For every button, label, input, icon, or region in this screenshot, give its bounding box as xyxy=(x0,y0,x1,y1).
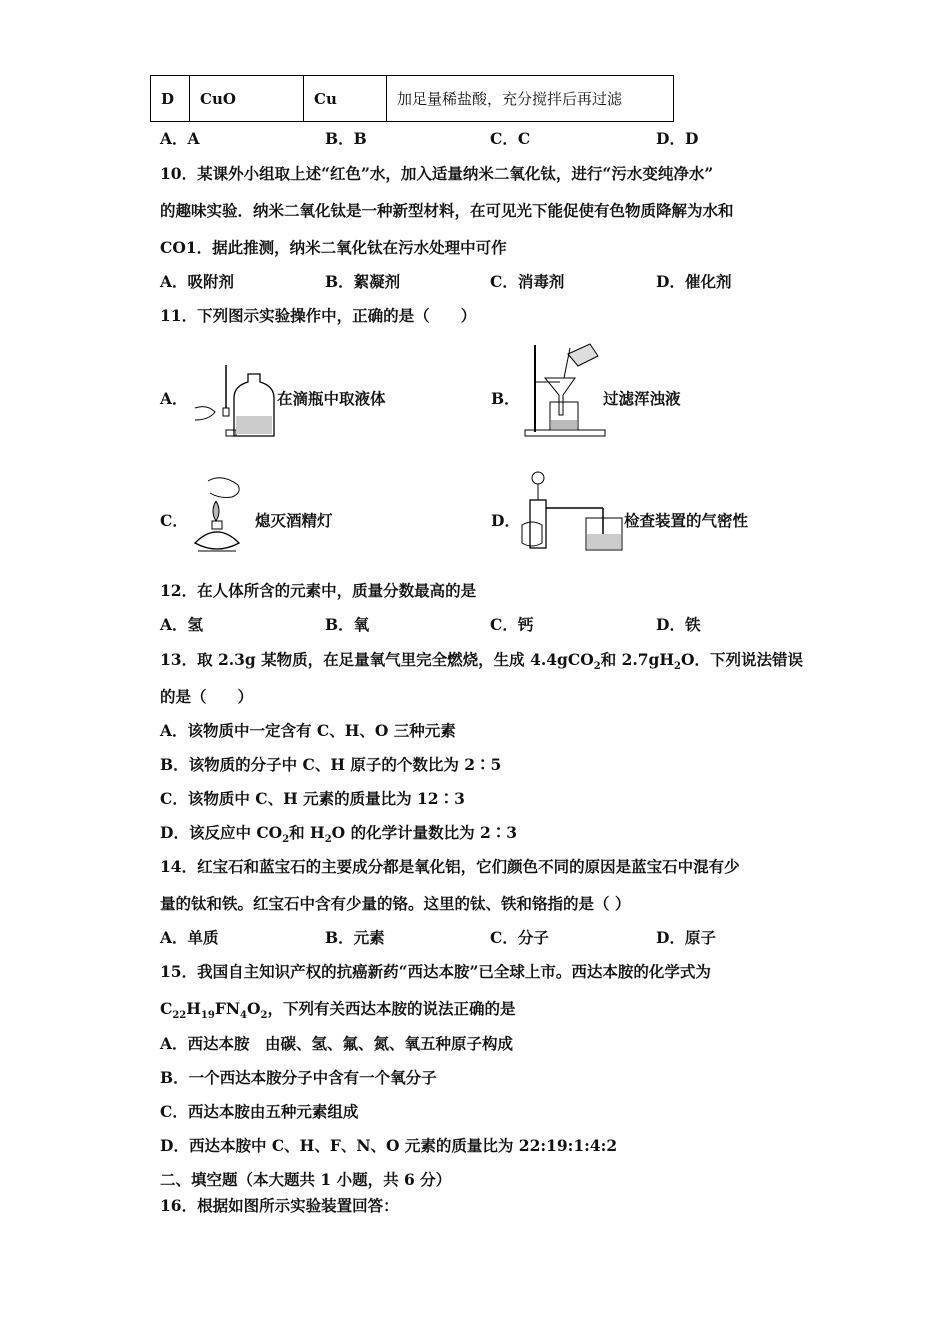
section-heading: 二、填空题（本大题共 1 小题，共 6 分） xyxy=(160,1170,452,1189)
q14-option-b[interactable]: B．元素 xyxy=(325,928,385,947)
q9-option-d[interactable]: D．D xyxy=(656,129,699,148)
q10-option-b[interactable]: B．絮凝剂 xyxy=(325,272,401,291)
table-cell: Cu xyxy=(304,76,387,122)
q11-caption-a: 在滴瓶中取液体 xyxy=(277,389,386,408)
q10-stem-line3: CO1．据此推测，纳米二氧化钛在污水处理中可作 xyxy=(160,238,507,257)
q12-option-c[interactable]: C．钙 xyxy=(490,615,534,634)
table-row xyxy=(151,76,674,122)
q9-option-a[interactable]: A．A xyxy=(160,129,200,148)
q11-caption-d: 检查装置的气密性 xyxy=(624,511,749,530)
q11-label-c[interactable]: C． xyxy=(160,511,188,530)
q14-option-d[interactable]: D．原子 xyxy=(656,928,716,947)
q10-option-d[interactable]: D．催化剂 xyxy=(656,272,732,291)
table-cell: D xyxy=(151,76,190,122)
q12-option-a[interactable]: A．氢 xyxy=(160,615,204,634)
q15-stem-line1: 15．我国自主知识产权的抗癌新药“西达本胺”已全球上市。西达本胺的化学式为 xyxy=(160,962,711,981)
q10-option-a[interactable]: A．吸附剂 xyxy=(160,272,235,291)
table-cell: CuO xyxy=(190,76,304,122)
q11-stem: 11．下列图示实验操作中，正确的是（ ） xyxy=(160,306,477,325)
q11-label-b[interactable]: B． xyxy=(491,389,520,408)
q13-stem-line2: 的是（ ） xyxy=(160,687,254,706)
q12-option-d[interactable]: D．铁 xyxy=(656,615,701,634)
q10-stem-line2: 的趣味实验．纳米二氧化钛是一种新型材料，在可见光下能促使有色物质降解为水和 xyxy=(160,201,734,220)
filtration-illustration xyxy=(520,340,610,440)
q11-caption-c: 熄灭酒精灯 xyxy=(255,511,333,530)
q15-option-d[interactable]: D．西达本胺中 C、H、F、N、O 元素的质量比为 22:19:1:4:2 xyxy=(160,1136,618,1155)
q14-stem-line1: 14．红宝石和蓝宝石的主要成分都是氧化铝，它们颜色不同的原因是蓝宝石中混有少 xyxy=(160,857,740,876)
table-cell: 加足量稀盐酸，充分搅拌后再过滤 xyxy=(387,76,674,122)
q13-option-b[interactable]: B．该物质的分子中 C、H 原子的个数比为 2∶5 xyxy=(160,755,502,774)
q13-option-d[interactable]: D．该反应中 $CO_2$和 $H_2O$ 的化学计量数比为 2∶3 xyxy=(160,823,518,846)
q15-stem-line2: $C_{22}H_{19}FN_4O_2$，下列有关西达本胺的说法正确的是 xyxy=(160,999,516,1022)
airtightness-illustration xyxy=(518,470,628,560)
q13-option-c[interactable]: C．该物质中 C、H 元素的质量比为 12∶3 xyxy=(160,789,465,808)
q9-option-b[interactable]: B．B xyxy=(325,129,367,148)
q16-stem: 16．根据如图所示实验装置回答： xyxy=(160,1196,399,1215)
dropper-bottle-illustration xyxy=(190,360,280,440)
q12-stem: 12．在人体所含的元素中，质量分数最高的是 xyxy=(160,581,477,600)
q12-option-b[interactable]: B．氧 xyxy=(325,615,370,634)
q15-option-a[interactable]: A．西达本胺 由碳、氢、氟、氮、氧五种原子构成 xyxy=(160,1034,514,1053)
q15-option-c[interactable]: C．西达本胺由五种元素组成 xyxy=(160,1102,359,1121)
q14-stem-line2: 量的钛和铁。红宝石中含有少量的铬。这里的钛、铁和铬指的是（ ） xyxy=(160,894,631,913)
q10-option-c[interactable]: C．消毒剂 xyxy=(490,272,565,291)
q13-option-a[interactable]: A．该物质中一定含有 C、H、O 三种元素 xyxy=(160,721,456,740)
answer-table xyxy=(150,75,674,122)
q11-label-d[interactable]: D． xyxy=(491,511,520,530)
q11-label-a[interactable]: A． xyxy=(160,389,188,408)
q13-stem-line1: 13．取 2.3g 某物质，在足量氧气里完全燃烧，生成 4.4gCO$_2$和 $2.7gH_2O$．下列说法错误 xyxy=(160,650,804,673)
q15-option-b[interactable]: B．一个西达本胺分子中含有一个氧分子 xyxy=(160,1068,437,1087)
q10-stem-line1: 10．某课外小组取上述“红色”水，加入适量纳米二氧化钛，进行“污水变纯净水” xyxy=(160,164,714,183)
q14-option-a[interactable]: A．单质 xyxy=(160,928,219,947)
alcohol-lamp-illustration xyxy=(190,473,260,558)
q11-caption-b: 过滤浑浊液 xyxy=(603,389,681,408)
q14-option-c[interactable]: C．分子 xyxy=(490,928,549,947)
q9-option-c[interactable]: C．C xyxy=(490,129,531,148)
